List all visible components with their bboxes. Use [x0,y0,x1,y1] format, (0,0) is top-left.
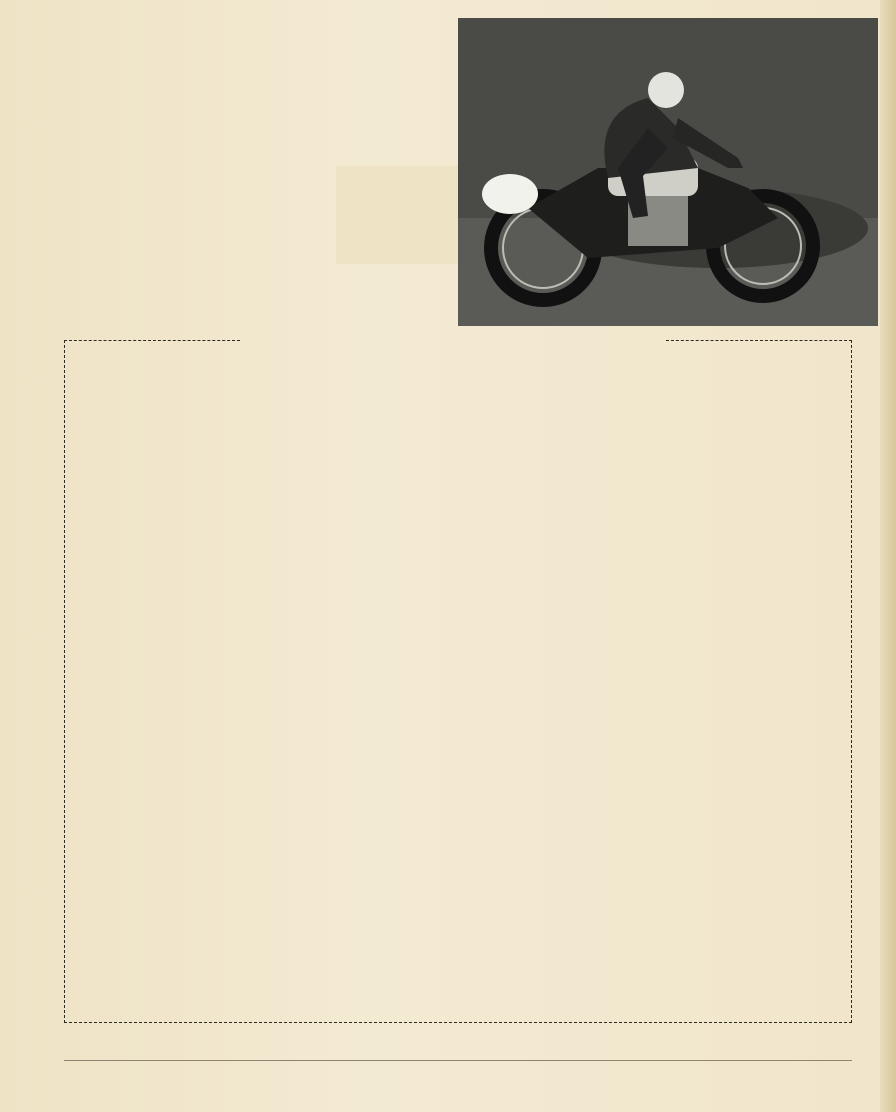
footer-rule [64,1060,852,1061]
article-headline-bar [64,324,874,358]
article-box-frame [64,340,852,1023]
caption-backdrop [336,166,458,264]
page-spine-shadow [880,0,896,1112]
motorcycle-rider-illustration [458,18,878,326]
race-photo [458,18,878,326]
